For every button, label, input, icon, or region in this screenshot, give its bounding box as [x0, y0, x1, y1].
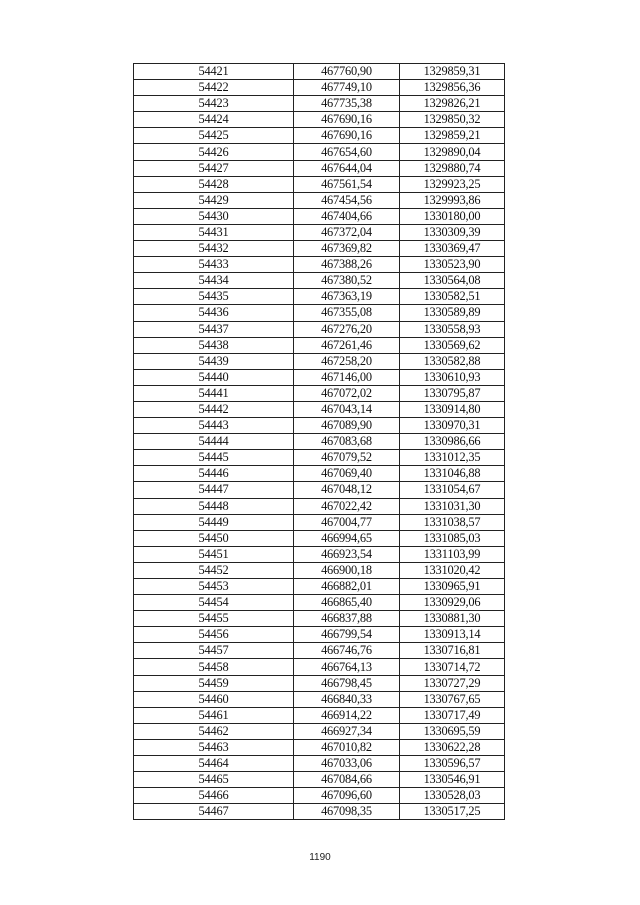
y-coordinate-cell: 1330528,03 — [400, 788, 505, 804]
table-row — [134, 546, 505, 562]
y-coordinate-cell: 1330929,06 — [400, 595, 505, 611]
y-coordinate-cell: 1331085,03 — [400, 530, 505, 546]
y-coordinate-cell: 1330767,65 — [400, 691, 505, 707]
table-row — [134, 450, 505, 466]
table-row — [134, 739, 505, 755]
point-id-cell: 54437 — [134, 321, 294, 337]
point-id-cell: 54428 — [134, 176, 294, 192]
table-row — [134, 804, 505, 820]
y-coordinate-cell: 1330914,80 — [400, 401, 505, 417]
table-row — [134, 385, 505, 401]
x-coordinate-cell: 467561,54 — [294, 176, 400, 192]
x-coordinate-cell: 467690,16 — [294, 128, 400, 144]
table-row — [134, 369, 505, 385]
table-row — [134, 498, 505, 514]
y-coordinate-cell: 1329923,25 — [400, 176, 505, 192]
table-row — [134, 675, 505, 691]
point-id-cell: 54466 — [134, 788, 294, 804]
table-row — [134, 611, 505, 627]
point-id-cell: 54443 — [134, 418, 294, 434]
point-id-cell: 54463 — [134, 739, 294, 755]
x-coordinate-cell: 467010,82 — [294, 739, 400, 755]
x-coordinate-cell: 467069,40 — [294, 466, 400, 482]
table-row — [134, 337, 505, 353]
x-coordinate-cell: 466837,88 — [294, 611, 400, 627]
table-row — [134, 434, 505, 450]
point-id-cell: 54439 — [134, 353, 294, 369]
y-coordinate-cell: 1331103,99 — [400, 546, 505, 562]
point-id-cell: 54432 — [134, 241, 294, 257]
table-row — [134, 192, 505, 208]
x-coordinate-cell: 467760,90 — [294, 64, 400, 80]
y-coordinate-cell: 1331020,42 — [400, 562, 505, 578]
point-id-cell: 54441 — [134, 385, 294, 401]
table-row — [134, 401, 505, 417]
x-coordinate-cell: 467644,04 — [294, 160, 400, 176]
table-row — [134, 289, 505, 305]
table-row — [134, 112, 505, 128]
table-row — [134, 579, 505, 595]
x-coordinate-cell: 467096,60 — [294, 788, 400, 804]
point-id-cell: 54433 — [134, 257, 294, 273]
x-coordinate-cell: 467146,00 — [294, 369, 400, 385]
table-row — [134, 595, 505, 611]
y-coordinate-cell: 1330986,66 — [400, 434, 505, 450]
y-coordinate-cell: 1331038,57 — [400, 514, 505, 530]
coordinate-table-body — [134, 64, 505, 820]
y-coordinate-cell: 1330180,00 — [400, 208, 505, 224]
x-coordinate-cell: 466927,34 — [294, 723, 400, 739]
y-coordinate-cell: 1329880,74 — [400, 160, 505, 176]
x-coordinate-cell: 467089,90 — [294, 418, 400, 434]
y-coordinate-cell: 1329856,36 — [400, 80, 505, 96]
table-row — [134, 321, 505, 337]
x-coordinate-cell: 467355,08 — [294, 305, 400, 321]
table-row — [134, 530, 505, 546]
point-id-cell: 54451 — [134, 546, 294, 562]
table-row — [134, 482, 505, 498]
point-id-cell: 54438 — [134, 337, 294, 353]
x-coordinate-cell: 467098,35 — [294, 804, 400, 820]
table-row — [134, 144, 505, 160]
x-coordinate-cell: 467369,82 — [294, 241, 400, 257]
table-row — [134, 353, 505, 369]
x-coordinate-cell: 467372,04 — [294, 224, 400, 240]
point-id-cell: 54422 — [134, 80, 294, 96]
x-coordinate-cell: 467072,02 — [294, 385, 400, 401]
x-coordinate-cell: 467261,46 — [294, 337, 400, 353]
x-coordinate-cell: 467004,77 — [294, 514, 400, 530]
point-id-cell: 54450 — [134, 530, 294, 546]
x-coordinate-cell: 466764,13 — [294, 659, 400, 675]
y-coordinate-cell: 1330970,31 — [400, 418, 505, 434]
point-id-cell: 54458 — [134, 659, 294, 675]
point-id-cell: 54425 — [134, 128, 294, 144]
point-id-cell: 54453 — [134, 579, 294, 595]
table-row — [134, 96, 505, 112]
point-id-cell: 54448 — [134, 498, 294, 514]
point-id-cell: 54464 — [134, 756, 294, 772]
y-coordinate-cell: 1330596,57 — [400, 756, 505, 772]
y-coordinate-cell: 1330517,25 — [400, 804, 505, 820]
point-id-cell: 54440 — [134, 369, 294, 385]
point-id-cell: 54426 — [134, 144, 294, 160]
x-coordinate-cell: 467380,52 — [294, 273, 400, 289]
x-coordinate-cell: 467690,16 — [294, 112, 400, 128]
point-id-cell: 54461 — [134, 707, 294, 723]
point-id-cell: 54447 — [134, 482, 294, 498]
x-coordinate-cell: 467363,19 — [294, 289, 400, 305]
point-id-cell: 54421 — [134, 64, 294, 80]
table-row — [134, 643, 505, 659]
table-row — [134, 659, 505, 675]
y-coordinate-cell: 1329826,21 — [400, 96, 505, 112]
point-id-cell: 54436 — [134, 305, 294, 321]
y-coordinate-cell: 1329850,32 — [400, 112, 505, 128]
x-coordinate-cell: 467022,42 — [294, 498, 400, 514]
y-coordinate-cell: 1331054,67 — [400, 482, 505, 498]
point-id-cell: 54434 — [134, 273, 294, 289]
table-row — [134, 305, 505, 321]
table-row — [134, 208, 505, 224]
table-row — [134, 707, 505, 723]
table-row — [134, 756, 505, 772]
y-coordinate-cell: 1330795,87 — [400, 385, 505, 401]
point-id-cell: 54430 — [134, 208, 294, 224]
table-row — [134, 466, 505, 482]
point-id-cell: 54427 — [134, 160, 294, 176]
table-row — [134, 627, 505, 643]
y-coordinate-cell: 1331046,88 — [400, 466, 505, 482]
y-coordinate-cell: 1330716,81 — [400, 643, 505, 659]
point-id-cell: 54457 — [134, 643, 294, 659]
table-row — [134, 723, 505, 739]
y-coordinate-cell: 1330523,90 — [400, 257, 505, 273]
point-id-cell: 54445 — [134, 450, 294, 466]
x-coordinate-cell: 467749,10 — [294, 80, 400, 96]
x-coordinate-cell: 466746,76 — [294, 643, 400, 659]
y-coordinate-cell: 1330965,91 — [400, 579, 505, 595]
x-coordinate-cell: 466840,33 — [294, 691, 400, 707]
y-coordinate-cell: 1331012,35 — [400, 450, 505, 466]
point-id-cell: 54452 — [134, 562, 294, 578]
point-id-cell: 54444 — [134, 434, 294, 450]
y-coordinate-cell: 1330881,30 — [400, 611, 505, 627]
point-id-cell: 54435 — [134, 289, 294, 305]
x-coordinate-cell: 467276,20 — [294, 321, 400, 337]
point-id-cell: 54456 — [134, 627, 294, 643]
y-coordinate-cell: 1330589,89 — [400, 305, 505, 321]
point-id-cell: 54431 — [134, 224, 294, 240]
x-coordinate-cell: 467079,52 — [294, 450, 400, 466]
table-row — [134, 418, 505, 434]
table-row — [134, 273, 505, 289]
x-coordinate-cell: 466799,54 — [294, 627, 400, 643]
y-coordinate-cell: 1329859,21 — [400, 128, 505, 144]
x-coordinate-cell: 467404,66 — [294, 208, 400, 224]
table-row — [134, 691, 505, 707]
x-coordinate-cell: 466865,40 — [294, 595, 400, 611]
point-id-cell: 54424 — [134, 112, 294, 128]
point-id-cell: 54462 — [134, 723, 294, 739]
table-row — [134, 176, 505, 192]
table-row — [134, 224, 505, 240]
table-row — [134, 64, 505, 80]
y-coordinate-cell: 1330714,72 — [400, 659, 505, 675]
point-id-cell: 54459 — [134, 675, 294, 691]
point-id-cell: 54467 — [134, 804, 294, 820]
y-coordinate-cell: 1330569,62 — [400, 337, 505, 353]
point-id-cell: 54454 — [134, 595, 294, 611]
point-id-cell: 54465 — [134, 772, 294, 788]
point-id-cell: 54442 — [134, 401, 294, 417]
y-coordinate-cell: 1330622,28 — [400, 739, 505, 755]
table-row — [134, 772, 505, 788]
table-row — [134, 128, 505, 144]
x-coordinate-cell: 467388,26 — [294, 257, 400, 273]
x-coordinate-cell: 466798,45 — [294, 675, 400, 691]
x-coordinate-cell: 466914,22 — [294, 707, 400, 723]
x-coordinate-cell: 466923,54 — [294, 546, 400, 562]
y-coordinate-cell: 1330546,91 — [400, 772, 505, 788]
x-coordinate-cell: 466900,18 — [294, 562, 400, 578]
x-coordinate-cell: 467735,38 — [294, 96, 400, 112]
x-coordinate-cell: 467033,06 — [294, 756, 400, 772]
y-coordinate-cell: 1330582,88 — [400, 353, 505, 369]
x-coordinate-cell: 467084,66 — [294, 772, 400, 788]
point-id-cell: 54423 — [134, 96, 294, 112]
x-coordinate-cell: 467258,20 — [294, 353, 400, 369]
y-coordinate-cell: 1329993,86 — [400, 192, 505, 208]
table-row — [134, 257, 505, 273]
y-coordinate-cell: 1330558,93 — [400, 321, 505, 337]
point-id-cell: 54449 — [134, 514, 294, 530]
x-coordinate-cell: 467043,14 — [294, 401, 400, 417]
y-coordinate-cell: 1331031,30 — [400, 498, 505, 514]
table-row — [134, 514, 505, 530]
x-coordinate-cell: 467048,12 — [294, 482, 400, 498]
table-row — [134, 788, 505, 804]
point-id-cell: 54460 — [134, 691, 294, 707]
table-row — [134, 241, 505, 257]
table-row — [134, 562, 505, 578]
y-coordinate-cell: 1330582,51 — [400, 289, 505, 305]
point-id-cell: 54446 — [134, 466, 294, 482]
x-coordinate-cell: 467654,60 — [294, 144, 400, 160]
table-row — [134, 160, 505, 176]
coordinate-table — [133, 63, 505, 820]
y-coordinate-cell: 1329859,31 — [400, 64, 505, 80]
point-id-cell: 54455 — [134, 611, 294, 627]
y-coordinate-cell: 1330564,08 — [400, 273, 505, 289]
x-coordinate-cell: 467083,68 — [294, 434, 400, 450]
x-coordinate-cell: 467454,56 — [294, 192, 400, 208]
x-coordinate-cell: 466994,65 — [294, 530, 400, 546]
y-coordinate-cell: 1330913,14 — [400, 627, 505, 643]
y-coordinate-cell: 1329890,04 — [400, 144, 505, 160]
y-coordinate-cell: 1330610,93 — [400, 369, 505, 385]
x-coordinate-cell: 466882,01 — [294, 579, 400, 595]
point-id-cell: 54429 — [134, 192, 294, 208]
y-coordinate-cell: 1330727,29 — [400, 675, 505, 691]
y-coordinate-cell: 1330717,49 — [400, 707, 505, 723]
y-coordinate-cell: 1330695,59 — [400, 723, 505, 739]
y-coordinate-cell: 1330309,39 — [400, 224, 505, 240]
table-row — [134, 80, 505, 96]
y-coordinate-cell: 1330369,47 — [400, 241, 505, 257]
page-number: 1190 — [309, 852, 331, 863]
